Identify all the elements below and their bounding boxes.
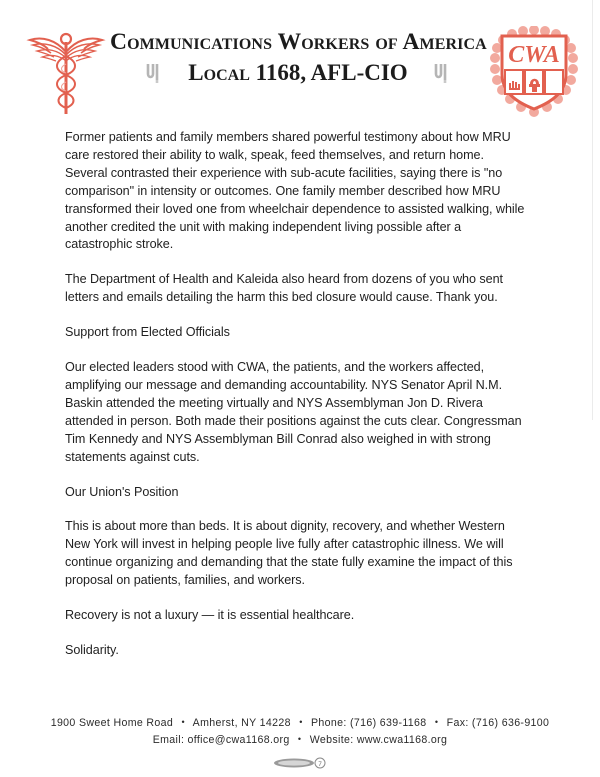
letter-body xyxy=(65,129,529,660)
nu-ornament-icon-right xyxy=(432,61,452,85)
footer-separator-icon: • xyxy=(297,734,302,744)
footer-website[interactable]: Website: www.cwa1168.org xyxy=(309,734,448,746)
footer-phone: Phone: (716) 639-1168 xyxy=(311,717,427,729)
cwa-shield-text: CWA xyxy=(508,42,560,68)
union-bug-number: 7 xyxy=(318,761,322,768)
footer-fax: Fax: (716) 636-9100 xyxy=(446,717,550,729)
local-line-row xyxy=(110,60,486,86)
paragraph-doh-kaleida: The Department of Health and Kaleida also heard from dozens of you who sent letters and emails detailing the harm this bed closure would cause. Thank you. xyxy=(65,272,503,305)
footer xyxy=(0,714,600,748)
masthead xyxy=(110,30,486,86)
paragraph-elected-officials: Our elected leaders stood with CWA, the patients, and the workers affected, amplifying our message and demanding accountability. NYS Senator April N.M. Baskin attended the meeting virtually and NYS Assemblyman Jon D. Rivera attended in person. Both made their positions against the cuts clear. Congressman Tim Kennedy and NYS Assemblyman Bill Conrad also weighed in with strong statements against cuts. xyxy=(65,360,522,464)
footer-contact-line-1 xyxy=(0,714,600,731)
paragraph-testimony: Former patients and family members shared powerful testimony about how MRU care restored their ability to walk, speak, feed themselves, and return home. Several contrasted their experience with sub-acute facilities, saying there is "no comparison" in intensity or outcomes. One family member described how MRU transformed their loved one from wheelchair dependence to assisted walking, while another credited the unit with making independent living possible after a catastrophic stroke. xyxy=(65,130,525,252)
paragraph-union-position: This is about more than beds. It is about dignity, recovery, and whether Western New York will invest in helping people live fully after catastrophic illness. We will continue organizing and demanding that the state fully examine the impact of this proposal on patients, families, and workers. xyxy=(65,519,513,588)
footer-city-state-zip: Amherst, NY 14228 xyxy=(192,717,291,729)
caduceus-icon xyxy=(24,26,108,118)
local-line-text: Local 1168, AFL-CIO xyxy=(188,60,408,86)
heading-support-elected-officials: Support from Elected Officials xyxy=(65,325,230,340)
footer-email[interactable]: Email: office@cwa1168.org xyxy=(152,734,290,746)
union-printing-bug-icon xyxy=(272,756,328,770)
footer-separator-icon: • xyxy=(434,717,439,727)
footer-contact-line-2 xyxy=(0,731,600,748)
footer-address: 1900 Sweet Home Road xyxy=(50,717,174,729)
heading-union-position: Our Union's Position xyxy=(65,484,179,499)
paragraph-signoff: Solidarity. xyxy=(65,642,119,657)
footer-separator-icon: • xyxy=(299,717,303,727)
cwa-shield-icon xyxy=(489,26,579,118)
paragraph-closing-slogan: Recovery is not a luxury — it is essential healthcare. xyxy=(65,608,355,623)
nu-ornament-icon-left xyxy=(144,61,164,85)
footer-separator-icon: • xyxy=(181,717,185,727)
letterhead xyxy=(0,22,600,118)
organization-name: Communications Workers of America xyxy=(110,29,487,55)
